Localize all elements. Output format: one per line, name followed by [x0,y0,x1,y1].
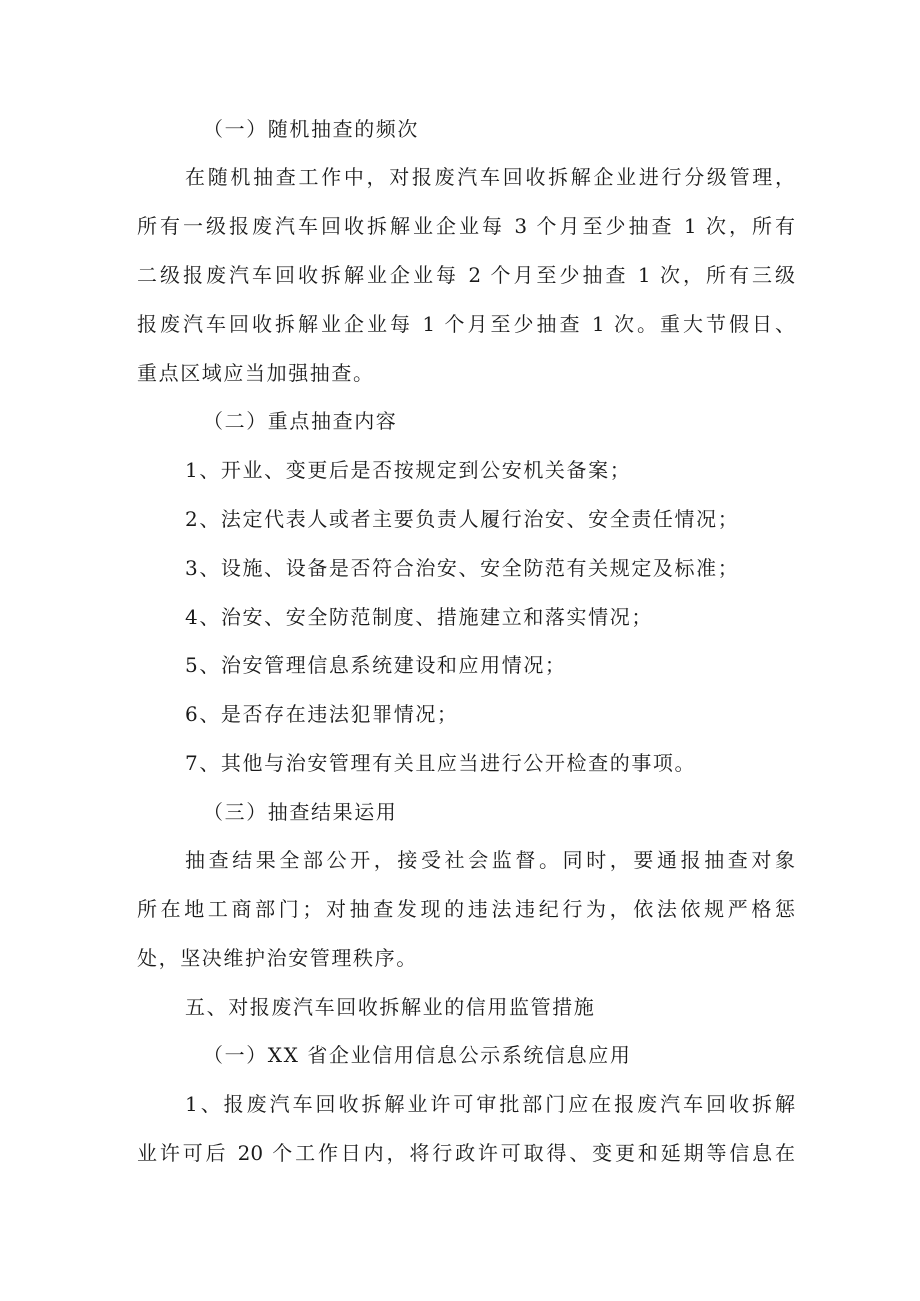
paragraph-line: 所在地工商部门；对抽查发现的违法违纪行为，依法依规严格惩 [137,897,795,921]
paragraph-line: 处，坚决维护治安管理秩序。 [137,946,418,970]
paragraph-line: 抽查结果全部公开，接受社会监督。同时，要通报抽查对象 [185,848,795,872]
paragraph-line: 报废汽车回收拆解业企业每 1 个月至少抽查 1 次。重大节假日、 [137,312,795,336]
paragraph-line: 所有一级报废汽车回收拆解业企业每 3 个月至少抽查 1 次，所有 [137,214,795,238]
paragraph-line: 1、报废汽车回收拆解业许可审批部门应在报废汽车回收拆解 [185,1092,795,1116]
section-heading-key-content: （二）重点抽查内容 [203,409,398,433]
chapter-heading-credit-supervision: 五、对报废汽车回收拆解业的信用监管措施 [185,995,596,1019]
list-item: 3、设施、设备是否符合治安、安全防范有关规定及标准； [185,556,740,580]
list-item: 5、治安管理信息系统建设和应用情况； [185,653,567,677]
list-item: 6、是否存在违法犯罪情况； [185,702,459,726]
paragraph-line: 二级报废汽车回收拆解业企业每 2 个月至少抽查 1 次，所有三级 [137,263,795,287]
list-item: 1、开业、变更后是否按规定到公安机关备案； [185,458,632,482]
section-heading-results: （三）抽查结果运用 [203,800,398,824]
paragraph-line: 重点区域应当加强抽查。 [137,361,375,385]
list-item: 2、法定代表人或者主要负责人履行治安、安全责任情况； [185,507,740,531]
list-item: 4、治安、安全防范制度、措施建立和落实情况； [185,605,653,629]
list-item: 7、其他与治安管理有关且应当进行公开检查的事项。 [185,751,697,775]
section-heading-credit-system: （一）XX 省企业信用信息公示系统信息应用 [203,1043,632,1067]
section-heading-frequency: （一）随机抽查的频次 [203,117,419,141]
paragraph-line: 在随机抽查工作中，对报废汽车回收拆解企业进行分级管理， [185,165,795,189]
paragraph-line: 业许可后 20 个工作日内，将行政许可取得、变更和延期等信息在 [137,1141,795,1165]
